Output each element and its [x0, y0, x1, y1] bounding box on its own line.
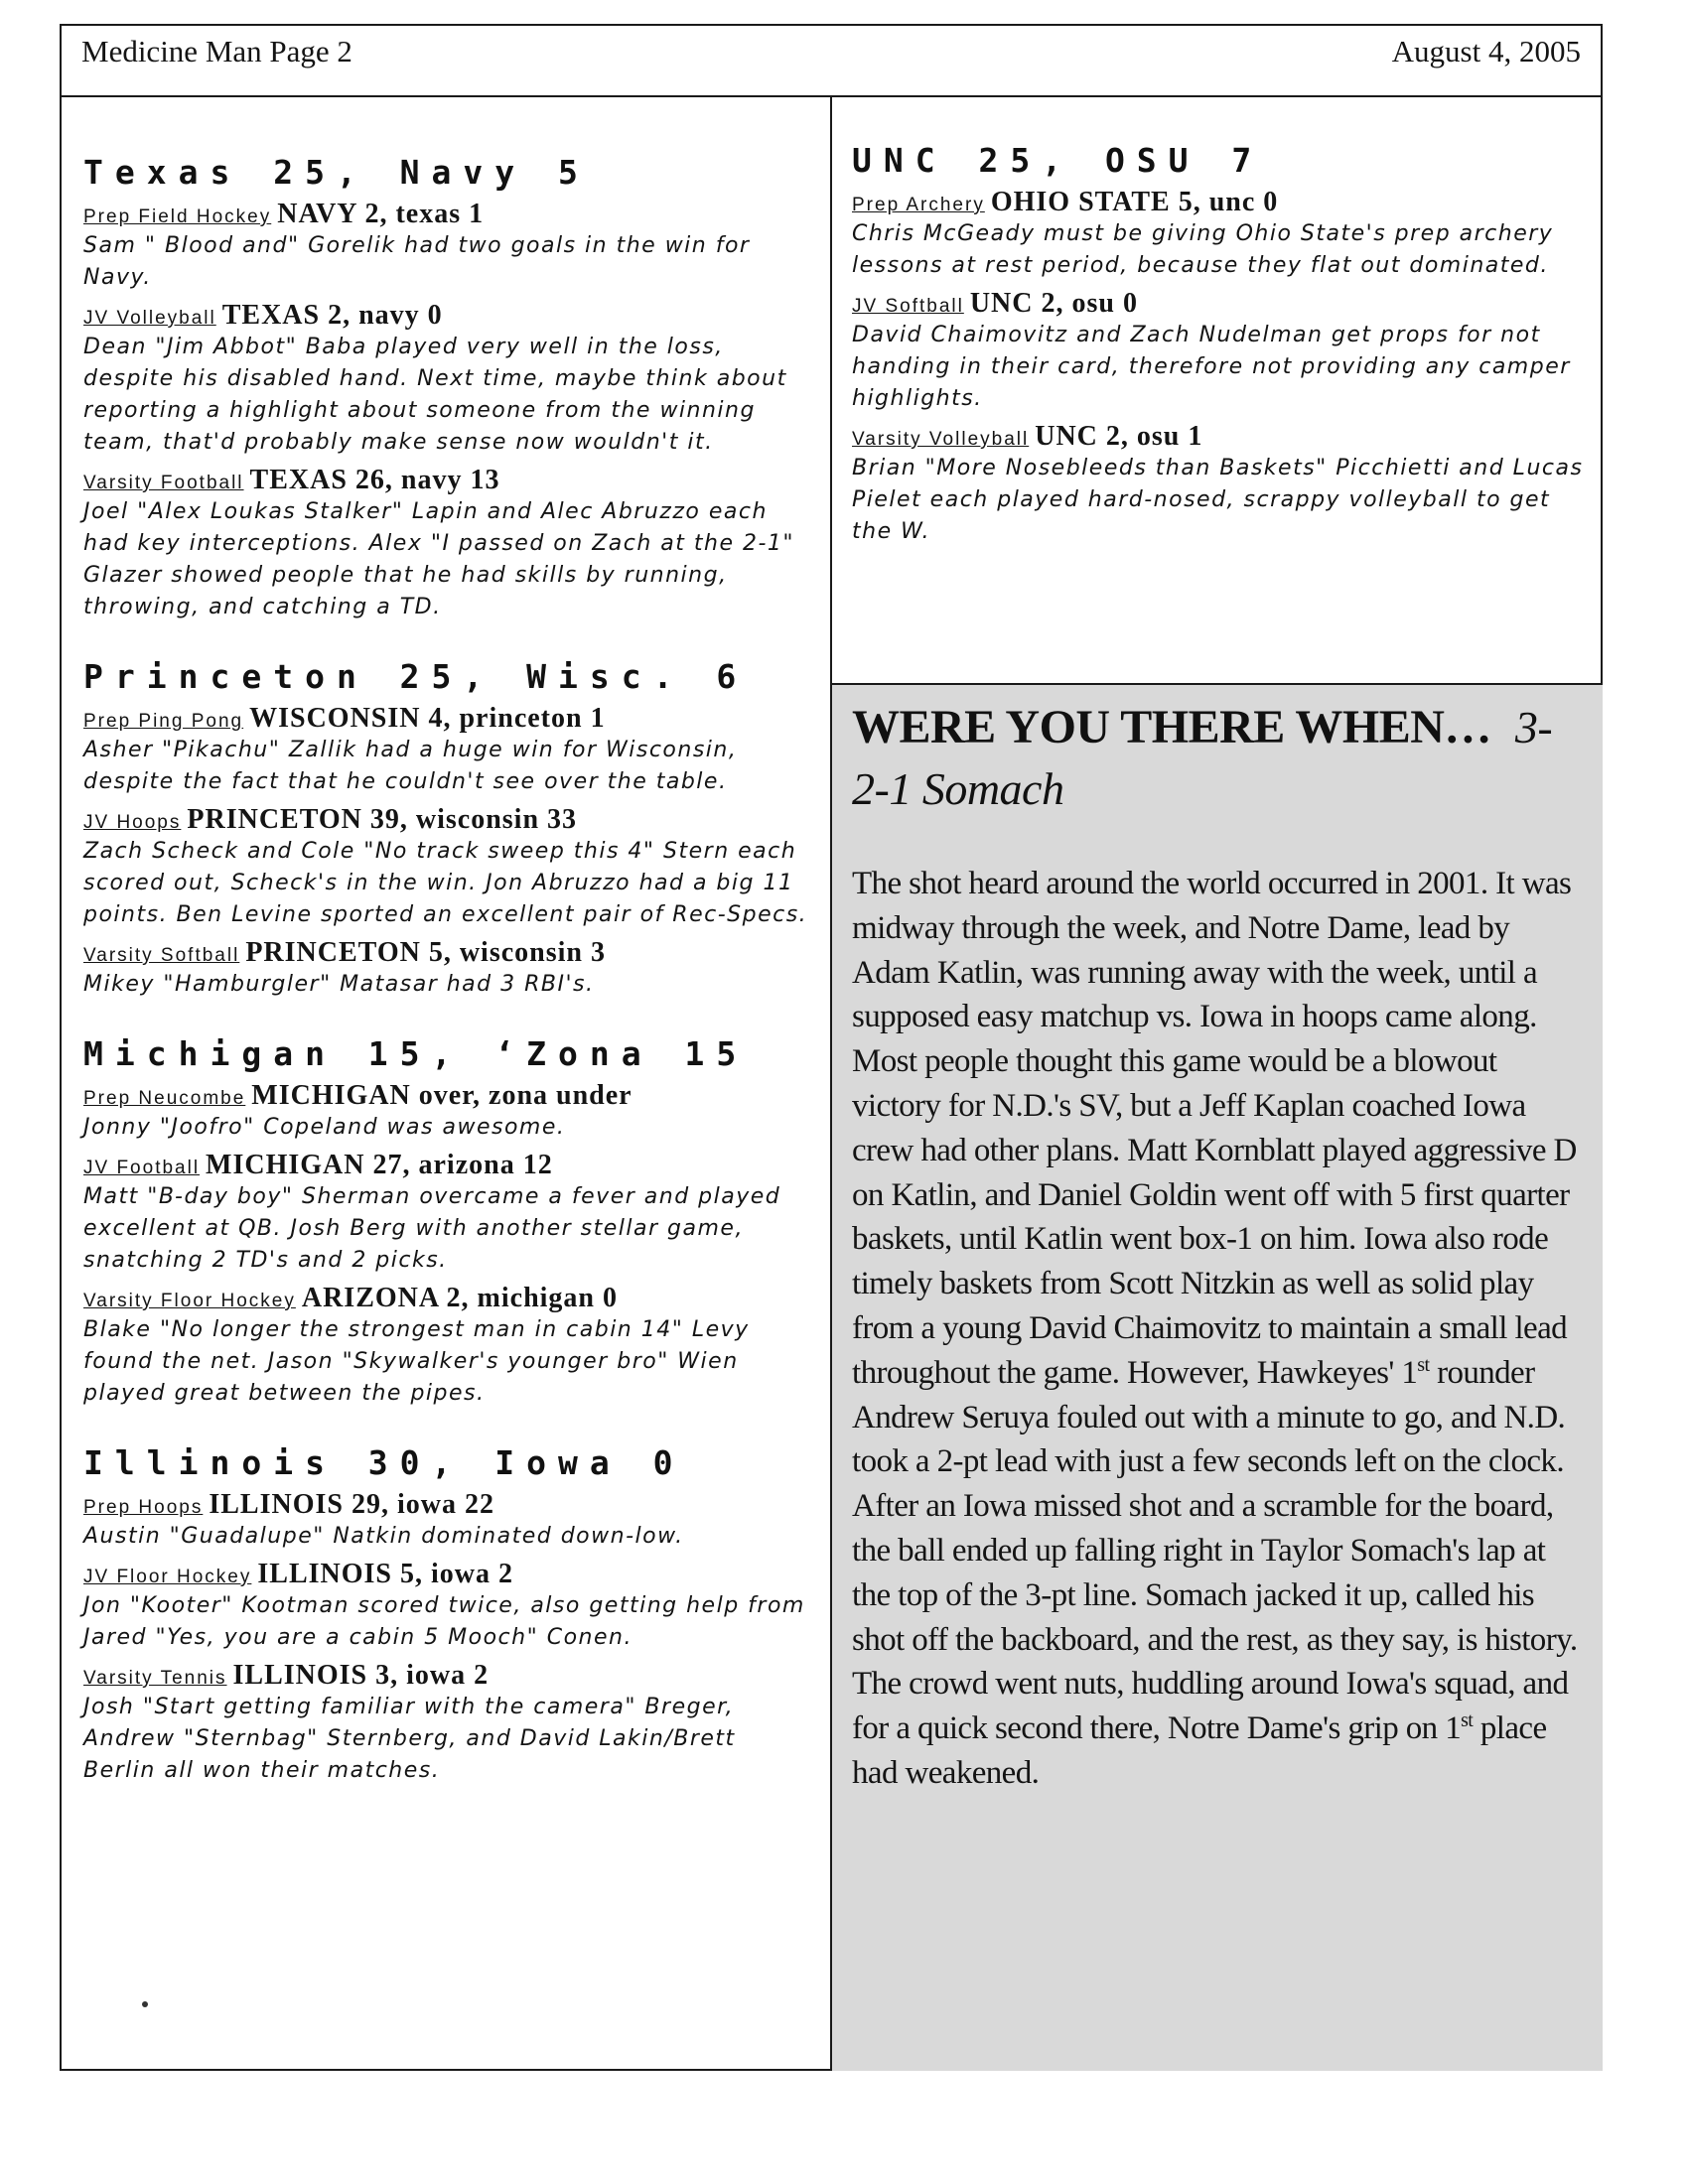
sport-label: Varsity Tennis	[83, 1668, 227, 1689]
result-score: NAVY 2, texas 1	[277, 199, 485, 229]
result-highlight: Joel "Alex Loukas Stalker" Lapin and Alec Abruzzo each had key interceptions. Alex "I passed on Zach at the 2-1" Glazer showed people that he had skills by running, throwing, and catching a TD.	[83, 499, 795, 619]
sport-label: Prep Hoops	[83, 1497, 204, 1518]
feature-story	[852, 862, 1591, 1796]
ordinal-suffix: st	[1461, 1709, 1474, 1732]
result-highlight: Josh "Start getting familiar with the camera" Breger, Andrew "Sternbag" Sternberg, and David Lakin/Brett Berlin all won their matches.	[83, 1695, 736, 1783]
result-score: WISCONSIN 4, princeton 1	[249, 703, 606, 734]
feature-box	[832, 685, 1603, 2071]
game-block	[83, 657, 814, 1001]
result-line	[83, 703, 814, 735]
result-line	[83, 937, 814, 969]
result-score: ILLINOIS 3, iowa 2	[232, 1660, 490, 1691]
result-score: OHIO STATE 5, unc 0	[990, 187, 1279, 217]
game-block	[852, 141, 1587, 548]
result-highlight: Austin "Guadalupe" Natkin dominated down-low.	[83, 1524, 684, 1549]
result-line	[83, 1283, 814, 1314]
game-headline: UNC 25, OSU 7	[852, 141, 1264, 180]
result-line	[83, 1080, 814, 1112]
result-line	[83, 1660, 814, 1692]
sport-label: Prep Archery	[852, 195, 985, 215]
sport-label: Varsity Floor Hockey	[83, 1291, 296, 1311]
stray-mark	[142, 2001, 148, 2007]
game-block	[83, 153, 814, 623]
sport-label: JV Floor Hockey	[83, 1567, 252, 1587]
result-score: MICHIGAN 27, arizona 12	[206, 1150, 553, 1180]
result-score: ILLINOIS 29, iowa 22	[209, 1489, 494, 1520]
result-line	[852, 288, 1587, 320]
game-headline: Michigan 15, ‘Zona 15	[83, 1034, 749, 1073]
result-highlight: Dean "Jim Abbot" Baba played very well in the loss, despite his disabled hand. Next time, maybe think about reporting a highlight about someone from the winning team, that'd probably make sense now wouldn't it.	[83, 335, 787, 455]
result-highlight: Matt "B-day boy" Sherman overcame a fever and played excellent at QB. Josh Berg with another stellar game, snatching 2 TD's and 2 picks.	[83, 1184, 781, 1273]
sport-label: Prep Ping Pong	[83, 711, 244, 732]
result-highlight: David Chaimovitz and Zach Nudelman get props for not handing in their card, therefore not providing any camper highlights.	[852, 323, 1571, 411]
right-column-scores	[852, 141, 1587, 582]
result-score: TEXAS 26, navy 13	[249, 465, 500, 495]
result-highlight: Chris McGeady must be giving Ohio State's prep archery lessons at rest period, because they flat out dominated.	[852, 221, 1554, 278]
game-block	[83, 1034, 814, 1410]
sport-label: JV Softball	[852, 296, 964, 317]
result-line	[83, 1559, 814, 1590]
result-score: PRINCETON 5, wisconsin 3	[245, 937, 606, 968]
feature-story-part: place had weakened.	[852, 1710, 1547, 1791]
left-column-scores	[83, 153, 814, 1821]
sport-label: JV Football	[83, 1158, 201, 1178]
feature-story-part: The shot heard around the world occurred in 2001. It was midway through the week, and Notre Dame, lead by Adam Katlin, was running away with the week, until a supposed easy matchup vs. Iowa in hoops came along. Most people thought this game would be a blowout victory for N.D.'s SV, but a Jeff Kaplan coached Iowa crew had other plans. Matt Kornblatt played aggressive D on Katlin, and Daniel Goldin went off with 5 first quarter baskets, until Katlin went box-1 on him. Iowa also rode timely baskets from Scott Nitzkin as well as solid play from a young David Chaimovitz to maintain a small lead throughout the game. However, Hawkeyes' 1	[852, 866, 1577, 1391]
result-highlight: Mikey "Hamburgler" Matasar had 3 RBI's.	[83, 972, 595, 997]
sport-label: Prep Field Hockey	[83, 206, 272, 227]
game-headline: Princeton 25, Wisc. 6	[83, 657, 749, 696]
ordinal-suffix: st	[1417, 1353, 1430, 1376]
result-line	[852, 187, 1587, 218]
result-line	[83, 1489, 814, 1521]
sport-label: JV Hoops	[83, 812, 182, 833]
sport-label: Varsity Football	[83, 473, 244, 493]
result-score: ILLINOIS 5, iowa 2	[257, 1559, 513, 1589]
sport-label: JV Volleyball	[83, 308, 216, 329]
result-line	[83, 465, 814, 496]
game-headline: Texas 25, Navy 5	[83, 153, 590, 192]
feature-story-part: rounder Andrew Seruya fouled out with a minute to go, and N.D. took a 2-pt lead with just a few seconds left on the clock. After an Iowa missed shot and a scramble for the board, the ball ended up falling right in Taylor Somach's lap at the top of the 3-pt line. Somach jacked it up, called his shot off the backboard, and the rest, as they say, is history. The crowd went nuts, huddling around Iowa's squad, and for a quick second there, Notre Dame's grip on 1	[852, 1354, 1578, 1747]
result-highlight: Blake "No longer the strongest man in cabin 14" Levy found the net. Jason "Skywalker's younger bro" Wien played great between the pipes.	[83, 1317, 750, 1406]
result-score: UNC 2, osu 0	[969, 288, 1138, 319]
sport-label: Prep Neucombe	[83, 1088, 246, 1109]
result-line	[83, 1150, 814, 1181]
result-score: PRINCETON 39, wisconsin 33	[187, 804, 578, 835]
game-block	[83, 1443, 814, 1787]
result-highlight: Jonny "Joofro" Copeland was awesome.	[83, 1115, 566, 1140]
result-line	[83, 199, 814, 230]
feature-title	[852, 697, 1587, 820]
result-line	[852, 421, 1587, 453]
result-highlight: Jon "Kooter" Kootman scored twice, also getting help from Jared "Yes, you are a cabin 5 Mooch" Conen.	[83, 1593, 805, 1650]
sport-label: Varsity Volleyball	[852, 429, 1030, 450]
result-line	[83, 804, 814, 836]
newsletter-date: August 4, 2005	[1391, 34, 1581, 68]
result-line	[83, 300, 814, 332]
newsletter-page-title: Medicine Man Page 2	[81, 34, 352, 68]
sport-label: Varsity Softball	[83, 945, 240, 966]
feature-subtitle: 3-2-1 Somach	[852, 702, 1553, 814]
result-highlight: Brian "More Nosebleeds than Baskets" Picchietti and Lucas Pielet each played hard-nosed, scrappy volleyball to get the W.	[852, 456, 1584, 544]
result-highlight: Zach Scheck and Cole "No track sweep this 4" Stern each scored out, Scheck's in the win. Jon Abruzzo had a big 11 points. Ben Levine sported an excellent pair of Rec-Specs.	[83, 839, 808, 927]
result-highlight: Sam " Blood and" Gorelik had two goals in the win for Navy.	[83, 233, 751, 290]
result-score: UNC 2, osu 1	[1035, 421, 1203, 452]
game-headline: Illinois 30, Iowa 0	[83, 1443, 685, 1482]
result-score: TEXAS 2, navy 0	[221, 300, 443, 331]
feature-title-text: WERE YOU THERE WHEN…	[852, 701, 1491, 753]
result-highlight: Asher "Pikachu" Zallik had a huge win for Wisconsin, despite the fact that he couldn't see over the table.	[83, 738, 738, 794]
result-score: MICHIGAN over, zona under	[251, 1080, 633, 1111]
result-score: ARIZONA 2, michigan 0	[301, 1283, 619, 1313]
